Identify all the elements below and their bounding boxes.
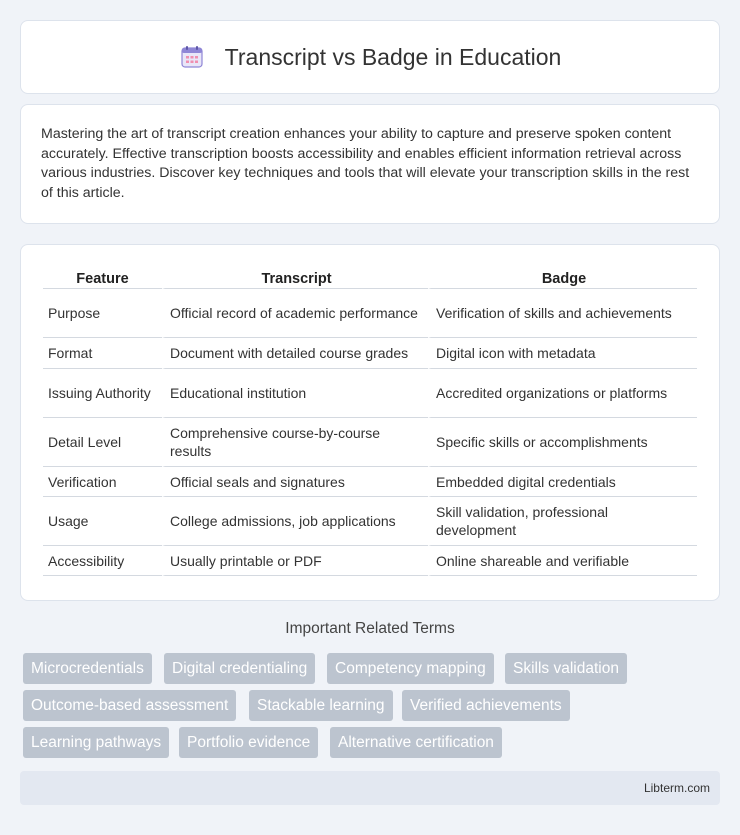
comparison-table-card (20, 244, 720, 601)
table-cell: Usually printable or PDF (162, 546, 428, 576)
table-cell: Usage (43, 497, 162, 546)
column-header-badge: Badge (428, 265, 697, 289)
table-cell: Online shareable and verifiable (428, 546, 697, 576)
table-cell: Accessibility (43, 546, 162, 576)
column-header-feature: Feature (43, 265, 162, 289)
table-cell: Specific skills or accomplishments (428, 418, 697, 467)
table-cell: Official record of academic performance (162, 289, 428, 338)
tag-stackable-learning[interactable]: Stackable learning (249, 690, 393, 721)
table-cell: Issuing Authority (43, 369, 162, 418)
table-row (43, 497, 697, 546)
table-row (43, 369, 697, 418)
table-row (43, 338, 697, 369)
tag-learning-pathways[interactable]: Learning pathways (23, 727, 169, 758)
tag-microcredentials[interactable]: Microcredentials (23, 653, 152, 684)
tag-outcome-based-assessment[interactable]: Outcome-based assessment (23, 690, 236, 721)
page-title: Transcript vs Badge in Education (224, 43, 562, 70)
tag-digital-credentialing[interactable]: Digital credentialing (164, 653, 315, 684)
tag-alternative-certification[interactable]: Alternative certification (330, 727, 502, 758)
column-header-transcript: Transcript (162, 265, 428, 289)
table-cell: Verification (43, 467, 162, 497)
table-cell: Purpose (43, 289, 162, 338)
table-cell: College admissions, job applications (162, 497, 428, 546)
related-terms-title: Important Related Terms (285, 620, 455, 637)
tag-portfolio-evidence[interactable]: Portfolio evidence (179, 727, 318, 758)
table-row (43, 418, 697, 467)
header-card (20, 20, 720, 94)
table-cell: Document with detailed course grades (162, 338, 428, 369)
table-cell: Embedded digital credentials (428, 467, 697, 497)
table-cell: Format (43, 338, 162, 369)
table-row (43, 467, 697, 497)
table-cell: Comprehensive course-by-course results (162, 418, 428, 467)
table-cell: Digital icon with metadata (428, 338, 697, 369)
table-cell: Official seals and signatures (162, 467, 428, 497)
table-row (43, 546, 697, 576)
footer-site-link[interactable]: Libterm.com (643, 781, 710, 795)
table-row (43, 289, 697, 338)
comparison-table (43, 265, 697, 576)
table-cell: Verification of skills and achievements (428, 289, 697, 338)
table-cell: Skill validation, professional development (428, 497, 697, 546)
tag-competency-mapping[interactable]: Competency mapping (327, 653, 494, 684)
intro-text: Mastering the art of transcript creation enhances your ability to capture and preserve spoken content accurately. Effective transcription boosts accessibility and enables efficient information retrieval across various industries. Discover key techniques and tools that will elevate your transcription skills in the rest of this article. (41, 126, 690, 201)
table-cell: Accredited organizations or platforms (428, 369, 697, 418)
tag-skills-validation[interactable]: Skills validation (505, 653, 627, 684)
table-cell: Detail Level (43, 418, 162, 467)
calendar-icon (179, 44, 205, 70)
intro-card (20, 104, 720, 224)
table-cell: Educational institution (162, 369, 428, 418)
tag-verified-achievements[interactable]: Verified achievements (402, 690, 570, 721)
footer (20, 771, 720, 805)
